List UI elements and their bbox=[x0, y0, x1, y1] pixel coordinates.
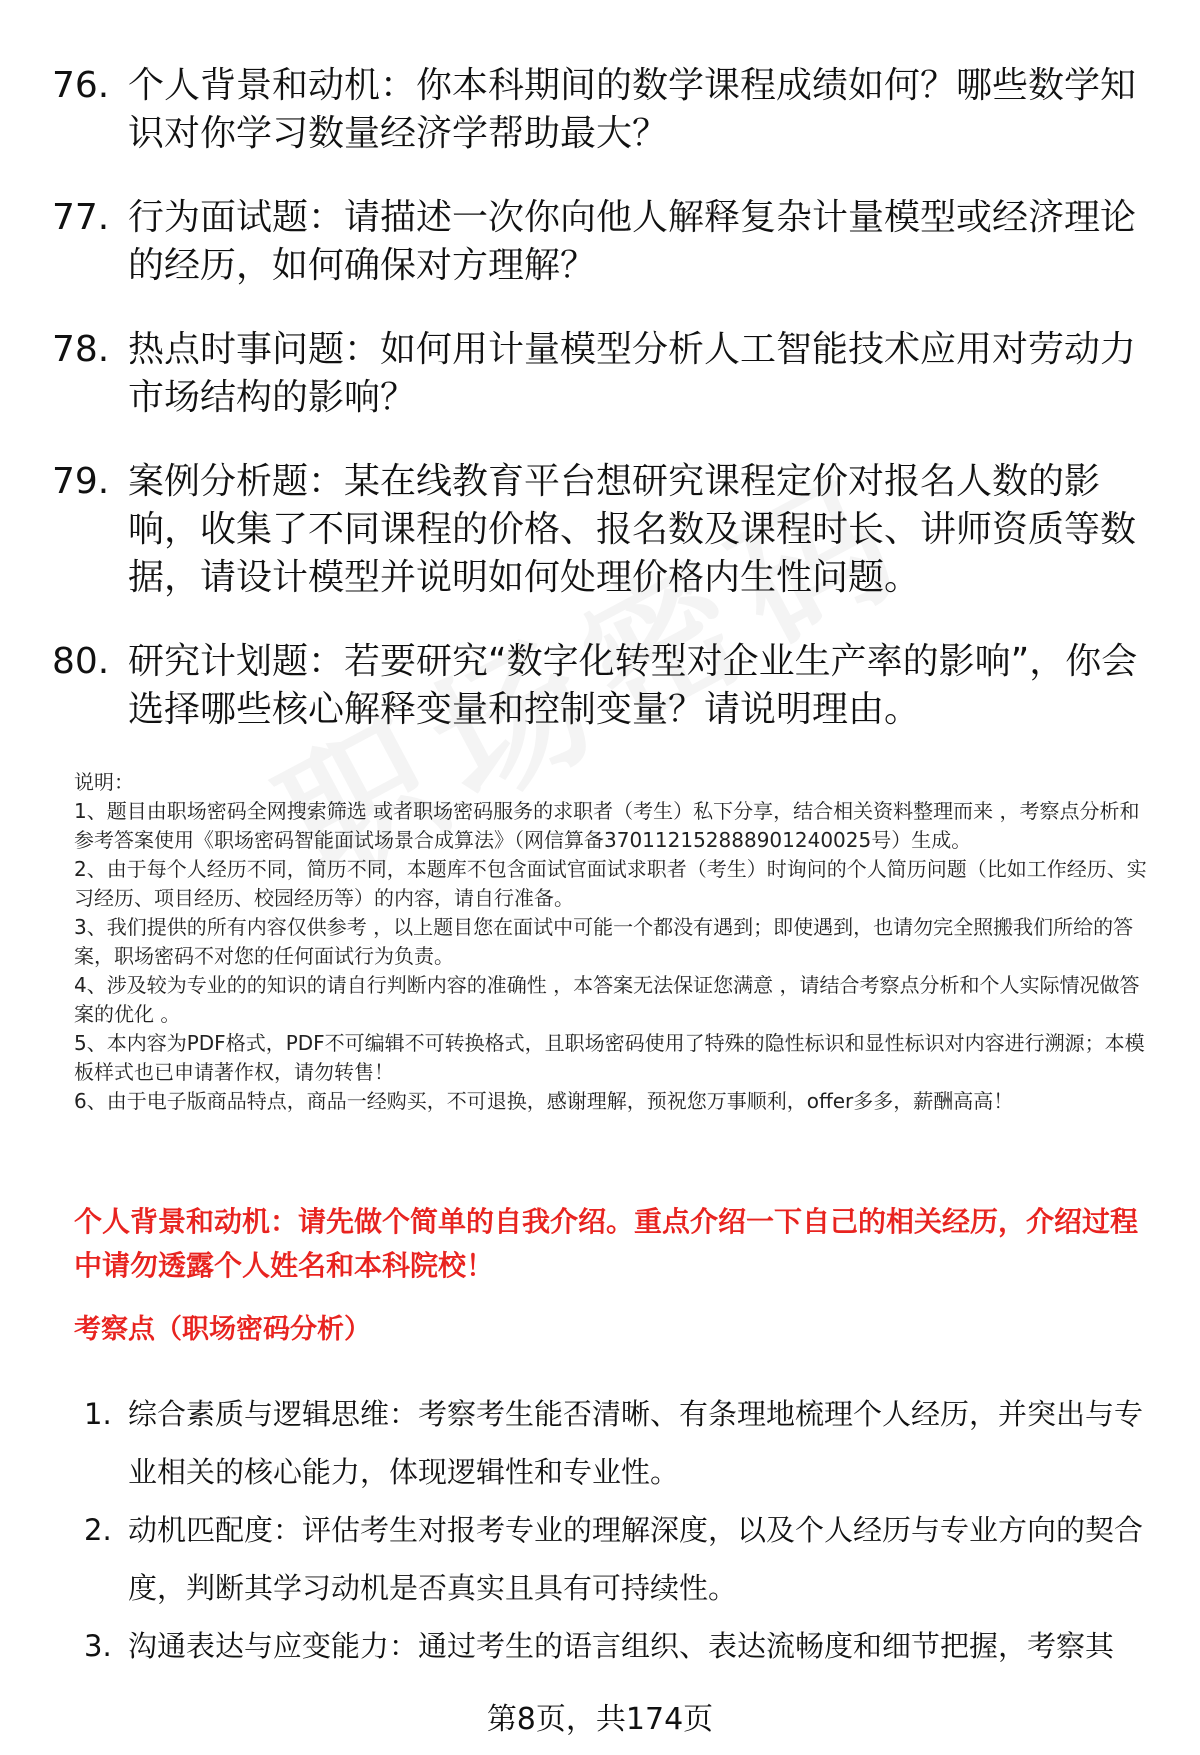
note-item: 1、题目由职场密码全网搜索筛选 或者职场密码服务的求职者（考生）私下分享，结合相关资料整理而来 ，考察点分析和参考答案使用《职场密码智能面试场景合成算法》（网信算备370112152888901240025号）生成。 bbox=[74, 799, 1140, 852]
notes-block bbox=[74, 768, 1154, 1116]
question-number: 77. bbox=[52, 197, 110, 238]
question-item bbox=[52, 194, 1162, 290]
analysis-text: 沟通表达与应变能力：通过考生的语言组织、表达流畅度和细节把握，考察其 bbox=[128, 1629, 1115, 1663]
question-number: 78. bbox=[52, 329, 110, 370]
analysis-item bbox=[84, 1501, 1154, 1617]
analysis-heading: 考察点（职场密码分析） bbox=[74, 1314, 371, 1345]
question-text: 案例分析题：某在线教育平台想研究课程定价对报名人数的影响，收集了不同课程的价格、报名数及课程时长、讲师资质等数据，请设计模型并说明如何处理价格内生性问题。 bbox=[128, 461, 1137, 598]
question-number: 80. bbox=[52, 641, 110, 682]
notes-title: 说明： bbox=[74, 770, 134, 794]
analysis-text: 动机匹配度：评估考生对报考专业的理解深度，以及个人经历与专业方向的契合度，判断其学习动机是否真实且具有可持续性。 bbox=[128, 1513, 1144, 1605]
analysis-text: 综合素质与逻辑思维：考察考生能否清晰、有条理地梳理个人经历，并突出与专业相关的核心能力，体现逻辑性和专业性。 bbox=[128, 1397, 1144, 1489]
analysis-list bbox=[84, 1385, 1154, 1675]
question-text: 研究计划题：若要研究“数字化转型对企业生产率的影响”，你会选择哪些核心解释变量和控制变量？请说明理由。 bbox=[128, 641, 1138, 730]
question-item bbox=[52, 62, 1162, 158]
question-item bbox=[52, 458, 1162, 602]
note-item: 2、由于每个人经历不同，简历不同，本题库不包含面试官面试求职者（考生）时询问的个人简历问题（比如工作经历、实习经历、项目经历、校园经历等）的内容，请自行准备。 bbox=[74, 857, 1147, 910]
analysis-number: 1. bbox=[84, 1397, 112, 1431]
section-title: 个人背景和动机：请先做个简单的自我介绍。重点介绍一下自己的相关经历，介绍过程中请勿透露个人姓名和本科院校！ bbox=[74, 1205, 1139, 1282]
question-item bbox=[52, 638, 1162, 734]
analysis-item bbox=[84, 1385, 1154, 1501]
question-number: 79. bbox=[52, 461, 110, 502]
page-footer: 第8页，共174页 bbox=[486, 1702, 714, 1737]
analysis-item bbox=[84, 1617, 1154, 1675]
question-number: 76. bbox=[52, 65, 110, 106]
question-list bbox=[52, 62, 1162, 770]
analysis-number: 2. bbox=[84, 1513, 112, 1547]
question-text: 热点时事问题：如何用计量模型分析人工智能技术应用对劳动力市场结构的影响？ bbox=[128, 329, 1137, 418]
note-item: 6、由于电子版商品特点，商品一经购买，不可退换，感谢理解，预祝您万事顺利，offer多多，薪酬高高！ bbox=[74, 1089, 1014, 1113]
note-item: 4、涉及较为专业的的知识的请自行判断内容的准确性 ，本答案无法保证您满意 ，请结合考察点分析和个人实际情况做答案的优化 。 bbox=[74, 973, 1140, 1026]
question-text: 个人背景和动机：你本科期间的数学课程成绩如何？哪些数学知识对你学习数量经济学帮助最大？ bbox=[128, 65, 1137, 154]
note-item: 5、本内容为PDF格式，PDF不可编辑不可转换格式，且职场密码使用了特殊的隐性标识和显性标识对内容进行溯源；本模板样式也已申请著作权，请勿转售！ bbox=[74, 1031, 1145, 1084]
question-item bbox=[52, 326, 1162, 422]
question-text: 行为面试题：请描述一次你向他人解释复杂计量模型或经济理论的经历，如何确保对方理解？ bbox=[128, 197, 1137, 286]
note-item: 3、我们提供的所有内容仅供参考 ，以上题目您在面试中可能一个都没有遇到；即使遇到，也请勿完全照搬我们所给的答案，职场密码不对您的任何面试行为负责。 bbox=[74, 915, 1134, 968]
analysis-number: 3. bbox=[84, 1629, 112, 1663]
